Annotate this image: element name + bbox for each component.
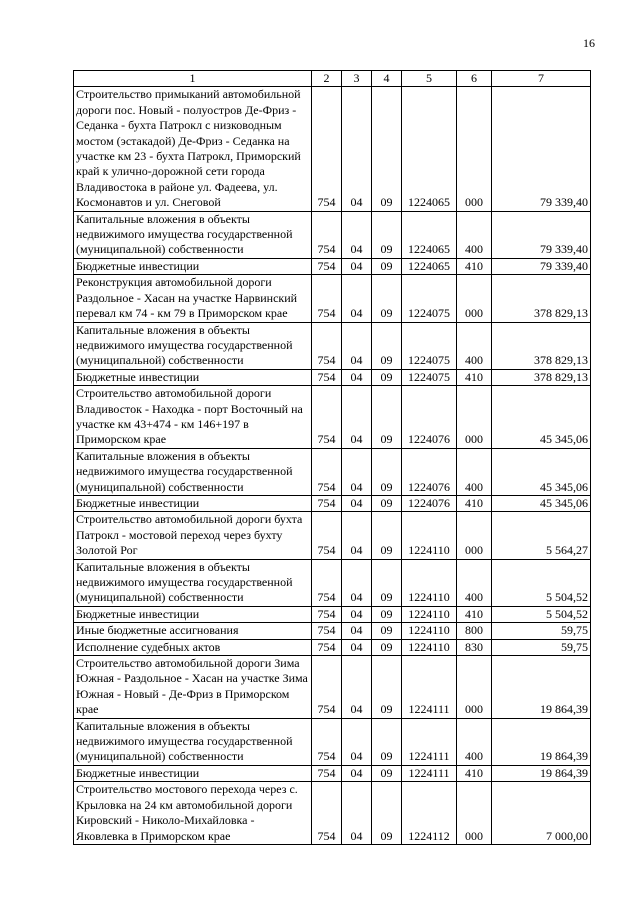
- row-name-cell: Капитальные вложения в объекты недвижимого имущества государственной (муниципальной) собственности: [74, 322, 312, 369]
- row-name-cell: Капитальные вложения в объекты недвижимого имущества государственной (муниципальной) собственности: [74, 448, 312, 495]
- section-cell: 04: [342, 639, 372, 655]
- expense-type-cell: 000: [457, 512, 492, 559]
- admin-code-cell: 754: [312, 606, 342, 622]
- target-article-cell: 1224076: [402, 386, 457, 449]
- expense-type-cell: 000: [457, 87, 492, 211]
- row-name-cell: Строительство мостового перехода через с. Крыловка на 24 км автомобильной дороги Кировский - Николо-Михайловка - Яковлевка в Приморском крае: [74, 782, 312, 845]
- section-cell: 04: [342, 386, 372, 449]
- admin-code-cell: 754: [312, 512, 342, 559]
- admin-code-cell: 754: [312, 656, 342, 719]
- admin-code-cell: 754: [312, 559, 342, 606]
- table-row: [74, 718, 591, 765]
- subsection-cell: 09: [372, 448, 402, 495]
- target-article-cell: 1224075: [402, 275, 457, 322]
- target-article-cell: 1224065: [402, 87, 457, 211]
- header-row: [74, 71, 591, 87]
- section-cell: 04: [342, 512, 372, 559]
- row-name-cell: Строительство автомобильной дороги бухта Патрокл - мостовой переход через бухту Золотой Рог: [74, 512, 312, 559]
- table-body: [74, 87, 591, 845]
- section-cell: 04: [342, 765, 372, 781]
- admin-code-cell: 754: [312, 322, 342, 369]
- subsection-cell: 09: [372, 275, 402, 322]
- section-cell: 04: [342, 656, 372, 719]
- subsection-cell: 09: [372, 606, 402, 622]
- table-row: [74, 559, 591, 606]
- expense-type-cell: 830: [457, 639, 492, 655]
- page-number: 16: [583, 36, 595, 50]
- amount-cell: 45 345,06: [492, 495, 591, 511]
- admin-code-cell: 754: [312, 495, 342, 511]
- row-name-cell: Иные бюджетные ассигнования: [74, 623, 312, 639]
- amount-cell: 19 864,39: [492, 765, 591, 781]
- header-cell: 1: [74, 71, 312, 87]
- target-article-cell: 1224076: [402, 495, 457, 511]
- table-row: [74, 623, 591, 639]
- expense-type-cell: 410: [457, 258, 492, 274]
- section-cell: 04: [342, 87, 372, 211]
- target-article-cell: 1224075: [402, 369, 457, 385]
- row-name-cell: Бюджетные инвестиции: [74, 369, 312, 385]
- target-article-cell: 1224110: [402, 639, 457, 655]
- target-article-cell: 1224110: [402, 559, 457, 606]
- admin-code-cell: 754: [312, 275, 342, 322]
- target-article-cell: 1224110: [402, 623, 457, 639]
- row-name-cell: Бюджетные инвестиции: [74, 258, 312, 274]
- section-cell: 04: [342, 606, 372, 622]
- section-cell: 04: [342, 559, 372, 606]
- amount-cell: 5 504,52: [492, 559, 591, 606]
- amount-cell: 79 339,40: [492, 258, 591, 274]
- row-name-cell: Капитальные вложения в объекты недвижимого имущества государственной (муниципальной) собственности: [74, 718, 312, 765]
- subsection-cell: 09: [372, 782, 402, 845]
- header-cell: 5: [402, 71, 457, 87]
- subsection-cell: 09: [372, 765, 402, 781]
- row-name-cell: Реконструкция автомобильной дороги Раздольное - Хасан на участке Нарвинский перевал км 74 - км 79 в Приморском крае: [74, 275, 312, 322]
- amount-cell: 45 345,06: [492, 386, 591, 449]
- table-row: [74, 211, 591, 258]
- table-row: [74, 656, 591, 719]
- section-cell: 04: [342, 275, 372, 322]
- expense-type-cell: 000: [457, 275, 492, 322]
- admin-code-cell: 754: [312, 258, 342, 274]
- admin-code-cell: 754: [312, 386, 342, 449]
- admin-code-cell: 754: [312, 211, 342, 258]
- admin-code-cell: 754: [312, 87, 342, 211]
- section-cell: 04: [342, 495, 372, 511]
- target-article-cell: 1224110: [402, 512, 457, 559]
- table-row: [74, 87, 591, 211]
- expense-type-cell: 400: [457, 211, 492, 258]
- expense-type-cell: 400: [457, 322, 492, 369]
- amount-cell: 45 345,06: [492, 448, 591, 495]
- section-cell: 04: [342, 211, 372, 258]
- table-row: [74, 639, 591, 655]
- admin-code-cell: 754: [312, 765, 342, 781]
- target-article-cell: 1224111: [402, 656, 457, 719]
- amount-cell: 59,75: [492, 623, 591, 639]
- table-row: [74, 606, 591, 622]
- subsection-cell: 09: [372, 369, 402, 385]
- row-name-cell: Бюджетные инвестиции: [74, 606, 312, 622]
- expense-type-cell: 400: [457, 559, 492, 606]
- admin-code-cell: 754: [312, 448, 342, 495]
- amount-cell: 79 339,40: [492, 211, 591, 258]
- expense-type-cell: 410: [457, 369, 492, 385]
- row-name-cell: Строительство автомобильной дороги Зима Южная - Раздольное - Хасан на участке Зима Южная - Новый - Де-Фриз в Приморском крае: [74, 656, 312, 719]
- target-article-cell: 1224075: [402, 322, 457, 369]
- row-name-cell: Строительство автомобильной дороги Владивосток - Находка - порт Восточный на участке км 43+474 - км 146+197 в Приморском крае: [74, 386, 312, 449]
- subsection-cell: 09: [372, 386, 402, 449]
- row-name-cell: Исполнение судебных актов: [74, 639, 312, 655]
- amount-cell: 19 864,39: [492, 656, 591, 719]
- header-cell: 2: [312, 71, 342, 87]
- section-cell: 04: [342, 448, 372, 495]
- amount-cell: 378 829,13: [492, 275, 591, 322]
- section-cell: 04: [342, 623, 372, 639]
- table-row: [74, 386, 591, 449]
- expense-type-cell: 000: [457, 656, 492, 719]
- table-row: [74, 369, 591, 385]
- table-row: [74, 448, 591, 495]
- section-cell: 04: [342, 369, 372, 385]
- header-cell: 4: [372, 71, 402, 87]
- section-cell: 04: [342, 322, 372, 369]
- table-row: [74, 782, 591, 845]
- subsection-cell: 09: [372, 718, 402, 765]
- target-article-cell: 1224112: [402, 782, 457, 845]
- expense-type-cell: 410: [457, 495, 492, 511]
- subsection-cell: 09: [372, 639, 402, 655]
- admin-code-cell: 754: [312, 369, 342, 385]
- subsection-cell: 09: [372, 258, 402, 274]
- row-name-cell: Капитальные вложения в объекты недвижимого имущества государственной (муниципальной) собственности: [74, 211, 312, 258]
- admin-code-cell: 754: [312, 782, 342, 845]
- target-article-cell: 1224076: [402, 448, 457, 495]
- expense-type-cell: 400: [457, 448, 492, 495]
- expense-type-cell: 000: [457, 386, 492, 449]
- subsection-cell: 09: [372, 559, 402, 606]
- subsection-cell: 09: [372, 656, 402, 719]
- subsection-cell: 09: [372, 623, 402, 639]
- table-row: [74, 322, 591, 369]
- section-cell: 04: [342, 782, 372, 845]
- expense-type-cell: 400: [457, 718, 492, 765]
- table-row: [74, 512, 591, 559]
- row-name-cell: Строительство примыканий автомобильной дороги пос. Новый - полуостров Де-Фриз - Седанка - бухта Патрокл с низководным мостом (эстакадой) Де-Фриз - Седанка на участке км 23 - бухта Патрокл, Приморский край к улично-дорожной сети города Владивостока в районе ул. Фадеева, ул. Космонавтов и ул. Снеговой: [74, 87, 312, 211]
- amount-cell: 7 000,00: [492, 782, 591, 845]
- target-article-cell: 1224065: [402, 258, 457, 274]
- table-row: [74, 495, 591, 511]
- amount-cell: 378 829,13: [492, 369, 591, 385]
- header-cell: 3: [342, 71, 372, 87]
- header-cell: 6: [457, 71, 492, 87]
- subsection-cell: 09: [372, 495, 402, 511]
- admin-code-cell: 754: [312, 639, 342, 655]
- budget-table: [73, 70, 591, 845]
- amount-cell: 378 829,13: [492, 322, 591, 369]
- expense-type-cell: 410: [457, 765, 492, 781]
- row-name-cell: Бюджетные инвестиции: [74, 765, 312, 781]
- target-article-cell: 1224110: [402, 606, 457, 622]
- expense-type-cell: 800: [457, 623, 492, 639]
- target-article-cell: 1224111: [402, 765, 457, 781]
- section-cell: 04: [342, 718, 372, 765]
- amount-cell: 79 339,40: [492, 87, 591, 211]
- expense-type-cell: 410: [457, 606, 492, 622]
- table-row: [74, 275, 591, 322]
- amount-cell: 59,75: [492, 639, 591, 655]
- admin-code-cell: 754: [312, 623, 342, 639]
- section-cell: 04: [342, 258, 372, 274]
- subsection-cell: 09: [372, 211, 402, 258]
- target-article-cell: 1224111: [402, 718, 457, 765]
- subsection-cell: 09: [372, 87, 402, 211]
- table-row: [74, 765, 591, 781]
- table-row: [74, 258, 591, 274]
- subsection-cell: 09: [372, 512, 402, 559]
- subsection-cell: 09: [372, 322, 402, 369]
- admin-code-cell: 754: [312, 718, 342, 765]
- amount-cell: 5 564,27: [492, 512, 591, 559]
- target-article-cell: 1224065: [402, 211, 457, 258]
- amount-cell: 19 864,39: [492, 718, 591, 765]
- amount-cell: 5 504,52: [492, 606, 591, 622]
- header-cell: 7: [492, 71, 591, 87]
- row-name-cell: Бюджетные инвестиции: [74, 495, 312, 511]
- expense-type-cell: 000: [457, 782, 492, 845]
- row-name-cell: Капитальные вложения в объекты недвижимого имущества государственной (муниципальной) собственности: [74, 559, 312, 606]
